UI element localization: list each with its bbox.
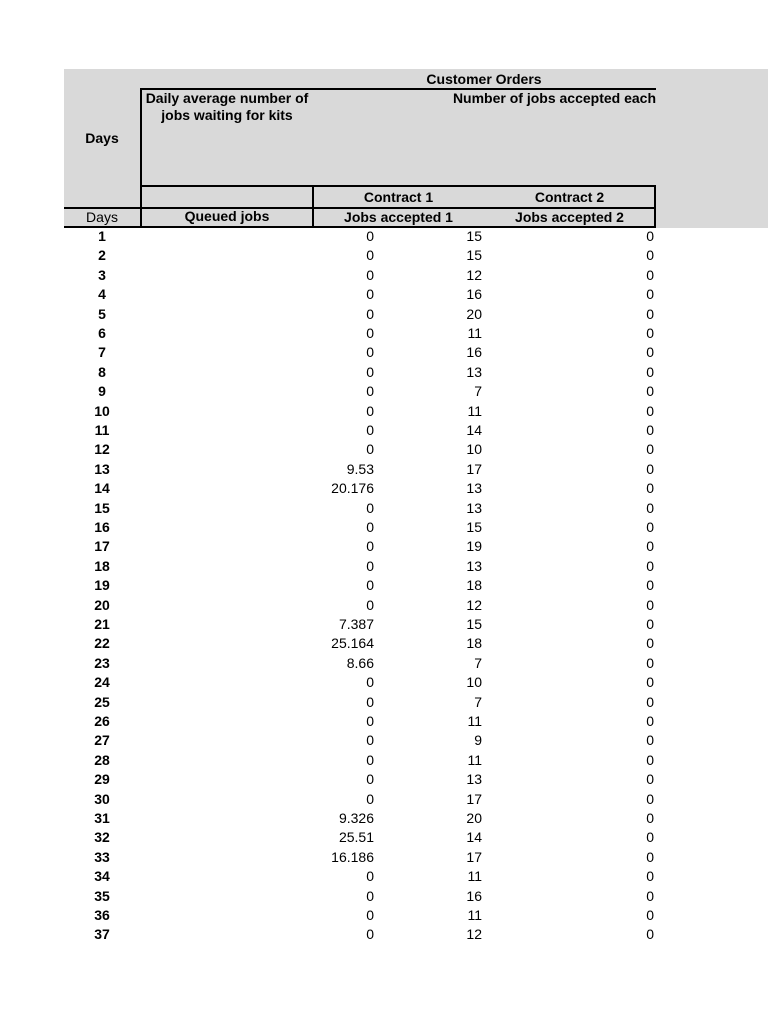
cell-jobs-accepted-2: 0 <box>646 790 654 807</box>
cell-jobs-accepted-2: 0 <box>646 654 654 671</box>
accepted-desc: Number of jobs accepted each <box>452 90 656 106</box>
cell-jobs-accepted-2: 0 <box>646 460 654 477</box>
cell-jobs-accepted-2: 0 <box>646 422 654 438</box>
cell-queued-jobs: 0 <box>366 441 374 458</box>
cell-day: 14 <box>94 480 110 497</box>
cell-day: 2 <box>98 247 106 264</box>
cell-jobs-accepted-2: 0 <box>646 286 654 303</box>
cell-jobs-accepted-2: 0 <box>646 441 654 458</box>
cell-queued-jobs: 7.387 <box>338 616 374 632</box>
cell-jobs-accepted-1: 11 <box>467 868 482 885</box>
table-row <box>64 654 656 673</box>
table-row <box>64 305 656 324</box>
table-row <box>64 324 656 343</box>
cell-jobs-accepted-2: 0 <box>646 519 654 535</box>
cell-day: 18 <box>94 557 110 574</box>
cell-queued-jobs: 0 <box>366 674 374 691</box>
table-row <box>64 809 656 828</box>
cell-jobs-accepted-1: 18 <box>466 635 482 652</box>
table-row <box>64 731 656 750</box>
cell-day: 25 <box>94 693 110 710</box>
cell-queued-jobs: 0 <box>366 228 374 244</box>
days-label-top: Days <box>85 130 119 146</box>
cell-jobs-accepted-2: 0 <box>646 344 654 361</box>
cell-jobs-accepted-2: 0 <box>646 228 654 244</box>
cell-queued-jobs: 0 <box>366 596 374 613</box>
cell-day: 15 <box>94 499 110 516</box>
cell-jobs-accepted-2: 0 <box>646 887 654 904</box>
table-row <box>64 693 656 712</box>
cell-jobs-accepted-1: 9 <box>474 732 482 749</box>
cell-jobs-accepted-2: 0 <box>646 325 654 341</box>
cell-queued-jobs: 0 <box>366 402 374 419</box>
table-row <box>64 925 656 944</box>
cell-queued-jobs: 0 <box>366 926 374 943</box>
cell-queued-jobs: 0 <box>366 868 374 885</box>
cell-jobs-accepted-2: 0 <box>646 693 654 710</box>
cell-jobs-accepted-1: 13 <box>466 557 482 574</box>
cell-jobs-accepted-1: 10 <box>466 674 482 691</box>
cell-day: 11 <box>94 422 110 438</box>
column-label-accepted2: Jobs accepted 2 <box>515 209 624 225</box>
cell-jobs-accepted-2: 0 <box>646 596 654 613</box>
table-row <box>64 557 656 576</box>
cell-jobs-accepted-1: 12 <box>466 266 482 283</box>
cell-queued-jobs: 0 <box>366 557 374 574</box>
cell-day: 29 <box>94 771 110 788</box>
cell-jobs-accepted-2: 0 <box>646 829 654 846</box>
header-right-fill <box>656 88 768 228</box>
table-row <box>64 227 656 246</box>
cell-jobs-accepted-1: 14 <box>466 829 482 846</box>
cell-jobs-accepted-1: 11 <box>467 713 482 729</box>
cell-day: 33 <box>94 848 110 865</box>
cell-day: 24 <box>94 674 110 691</box>
cell-day: 7 <box>98 344 106 361</box>
cell-jobs-accepted-2: 0 <box>646 480 654 497</box>
cell-day: 19 <box>94 577 110 594</box>
cell-jobs-accepted-2: 0 <box>646 557 654 574</box>
contract1-label: Contract 1 <box>363 189 434 205</box>
cell-jobs-accepted-1: 20 <box>466 305 482 322</box>
cell-day: 35 <box>94 887 110 904</box>
cell-jobs-accepted-1: 15 <box>466 519 482 535</box>
cell-day: 6 <box>98 325 106 341</box>
cell-jobs-accepted-2: 0 <box>646 635 654 652</box>
cell-jobs-accepted-2: 0 <box>646 499 654 516</box>
table-row <box>64 343 656 362</box>
table-row <box>64 596 656 615</box>
cell-jobs-accepted-1: 12 <box>466 926 482 943</box>
cell-jobs-accepted-1: 7 <box>474 693 482 710</box>
table-row <box>64 790 656 809</box>
cell-queued-jobs: 0 <box>366 266 374 283</box>
cell-day: 34 <box>94 868 110 885</box>
cell-queued-jobs: 8.66 <box>346 654 374 671</box>
cell-day: 31 <box>94 810 110 826</box>
table-row <box>64 848 656 867</box>
table-row <box>64 770 656 789</box>
cell-jobs-accepted-1: 18 <box>466 577 482 594</box>
cell-jobs-accepted-1: 13 <box>466 771 482 788</box>
table-row <box>64 518 656 537</box>
cell-queued-jobs: 0 <box>366 713 374 729</box>
cell-day: 8 <box>98 363 106 380</box>
table-row <box>64 460 656 479</box>
cell-jobs-accepted-1: 11 <box>467 907 482 923</box>
column-label-queued: Queued jobs <box>184 208 270 224</box>
cell-day: 23 <box>94 654 110 671</box>
queue-desc-line2: jobs waiting for kits <box>161 107 293 123</box>
cell-queued-jobs: 25.51 <box>338 829 374 846</box>
cell-day: 20 <box>94 596 110 613</box>
cell-jobs-accepted-1: 17 <box>466 848 482 865</box>
cell-jobs-accepted-2: 0 <box>646 674 654 691</box>
cell-day: 9 <box>98 383 106 400</box>
cell-jobs-accepted-1: 13 <box>466 363 482 380</box>
table-row <box>64 751 656 770</box>
cell-jobs-accepted-2: 0 <box>646 732 654 749</box>
cell-queued-jobs: 0 <box>366 383 374 400</box>
table-row <box>64 440 656 459</box>
cell-day: 3 <box>98 266 106 283</box>
cell-queued-jobs: 0 <box>366 887 374 904</box>
cell-queued-jobs: 25.164 <box>331 635 374 652</box>
cell-jobs-accepted-1: 16 <box>466 887 482 904</box>
table-row <box>64 246 656 265</box>
cell-jobs-accepted-1: 11 <box>467 402 482 419</box>
cell-day: 26 <box>94 713 110 729</box>
cell-jobs-accepted-1: 15 <box>466 616 482 632</box>
cell-jobs-accepted-2: 0 <box>646 247 654 264</box>
cell-jobs-accepted-1: 11 <box>467 751 482 768</box>
cell-jobs-accepted-2: 0 <box>646 848 654 865</box>
cell-queued-jobs: 0 <box>366 363 374 380</box>
cell-jobs-accepted-1: 13 <box>466 480 482 497</box>
table-row <box>64 421 656 440</box>
cell-jobs-accepted-2: 0 <box>646 713 654 729</box>
cell-jobs-accepted-2: 0 <box>646 810 654 826</box>
table-row <box>64 285 656 304</box>
cell-queued-jobs: 0 <box>366 907 374 923</box>
cell-jobs-accepted-1: 13 <box>466 499 482 516</box>
cell-day: 21 <box>94 616 110 632</box>
cell-day: 28 <box>94 751 110 768</box>
cell-queued-jobs: 0 <box>366 693 374 710</box>
cell-jobs-accepted-2: 0 <box>646 616 654 632</box>
cell-jobs-accepted-2: 0 <box>646 383 654 400</box>
cell-day: 36 <box>94 907 110 923</box>
cell-jobs-accepted-2: 0 <box>646 577 654 594</box>
column-label-days: Days <box>86 209 118 225</box>
cell-day: 1 <box>98 228 106 244</box>
cell-day: 27 <box>94 732 110 749</box>
cell-day: 10 <box>94 402 110 419</box>
table-row <box>64 363 656 382</box>
table-row <box>64 673 656 692</box>
cell-jobs-accepted-2: 0 <box>646 266 654 283</box>
cell-day: 5 <box>98 305 106 322</box>
cell-jobs-accepted-1: 10 <box>466 441 482 458</box>
cell-jobs-accepted-1: 7 <box>474 383 482 400</box>
cell-queued-jobs: 0 <box>366 577 374 594</box>
cell-jobs-accepted-1: 19 <box>466 538 482 555</box>
table-row <box>64 479 656 498</box>
cell-queued-jobs: 0 <box>366 344 374 361</box>
cell-queued-jobs: 9.326 <box>338 810 374 826</box>
cell-queued-jobs: 0 <box>366 790 374 807</box>
cell-jobs-accepted-1: 15 <box>466 247 482 264</box>
table-row <box>64 537 656 556</box>
table-row <box>64 634 656 653</box>
cell-day: 30 <box>94 790 110 807</box>
table-row <box>64 402 656 421</box>
cell-queued-jobs: 0 <box>366 247 374 264</box>
table-row <box>64 382 656 401</box>
table-row <box>64 266 656 285</box>
queue-desc-line1: Daily average number of <box>145 90 309 106</box>
contract2-label: Contract 2 <box>534 189 605 205</box>
customer-orders-title: Customer Orders <box>426 71 542 87</box>
cell-jobs-accepted-1: 16 <box>466 286 482 303</box>
table-row <box>64 906 656 925</box>
cell-jobs-accepted-1: 16 <box>466 344 482 361</box>
table-row <box>64 615 656 634</box>
cell-queued-jobs: 16.186 <box>331 848 374 865</box>
cell-jobs-accepted-2: 0 <box>646 538 654 555</box>
cell-jobs-accepted-2: 0 <box>646 868 654 885</box>
cell-day: 4 <box>98 286 106 303</box>
cell-jobs-accepted-2: 0 <box>646 305 654 322</box>
cell-queued-jobs: 0 <box>366 325 374 341</box>
cell-jobs-accepted-2: 0 <box>646 363 654 380</box>
cell-jobs-accepted-2: 0 <box>646 402 654 419</box>
table-row <box>64 828 656 847</box>
cell-queued-jobs: 9.53 <box>346 460 374 477</box>
cell-jobs-accepted-2: 0 <box>646 771 654 788</box>
cell-jobs-accepted-2: 0 <box>646 751 654 768</box>
cell-queued-jobs: 0 <box>366 732 374 749</box>
cell-queued-jobs: 0 <box>366 286 374 303</box>
column-label-accepted1: Jobs accepted 1 <box>344 209 453 225</box>
cell-jobs-accepted-1: 14 <box>466 422 482 438</box>
cell-jobs-accepted-1: 15 <box>466 228 482 244</box>
cell-jobs-accepted-2: 0 <box>646 926 654 943</box>
cell-jobs-accepted-1: 12 <box>466 596 482 613</box>
cell-jobs-accepted-1: 17 <box>466 460 482 477</box>
cell-queued-jobs: 0 <box>366 538 374 555</box>
table-row <box>64 712 656 731</box>
cell-day: 37 <box>94 926 110 943</box>
cell-day: 22 <box>94 635 110 652</box>
cell-day: 17 <box>94 538 110 555</box>
cell-jobs-accepted-2: 0 <box>646 907 654 923</box>
cell-queued-jobs: 0 <box>366 305 374 322</box>
cell-queued-jobs: 0 <box>366 751 374 768</box>
cell-day: 32 <box>94 829 110 846</box>
table-row <box>64 887 656 906</box>
table-row <box>64 576 656 595</box>
cell-jobs-accepted-1: 7 <box>474 654 482 671</box>
header-queue-sub-block <box>140 185 314 209</box>
cell-jobs-accepted-1: 11 <box>467 325 482 341</box>
cell-day: 12 <box>94 441 110 458</box>
cell-queued-jobs: 0 <box>366 499 374 516</box>
cell-queued-jobs: 0 <box>366 422 374 438</box>
table-row <box>64 499 656 518</box>
cell-jobs-accepted-1: 20 <box>466 810 482 826</box>
cell-queued-jobs: 0 <box>366 771 374 788</box>
cell-day: 13 <box>94 460 110 477</box>
cell-queued-jobs: 0 <box>366 519 374 535</box>
table-row <box>64 867 656 886</box>
cell-jobs-accepted-1: 17 <box>466 790 482 807</box>
cell-queued-jobs: 20.176 <box>331 480 374 497</box>
cell-day: 16 <box>94 519 110 535</box>
